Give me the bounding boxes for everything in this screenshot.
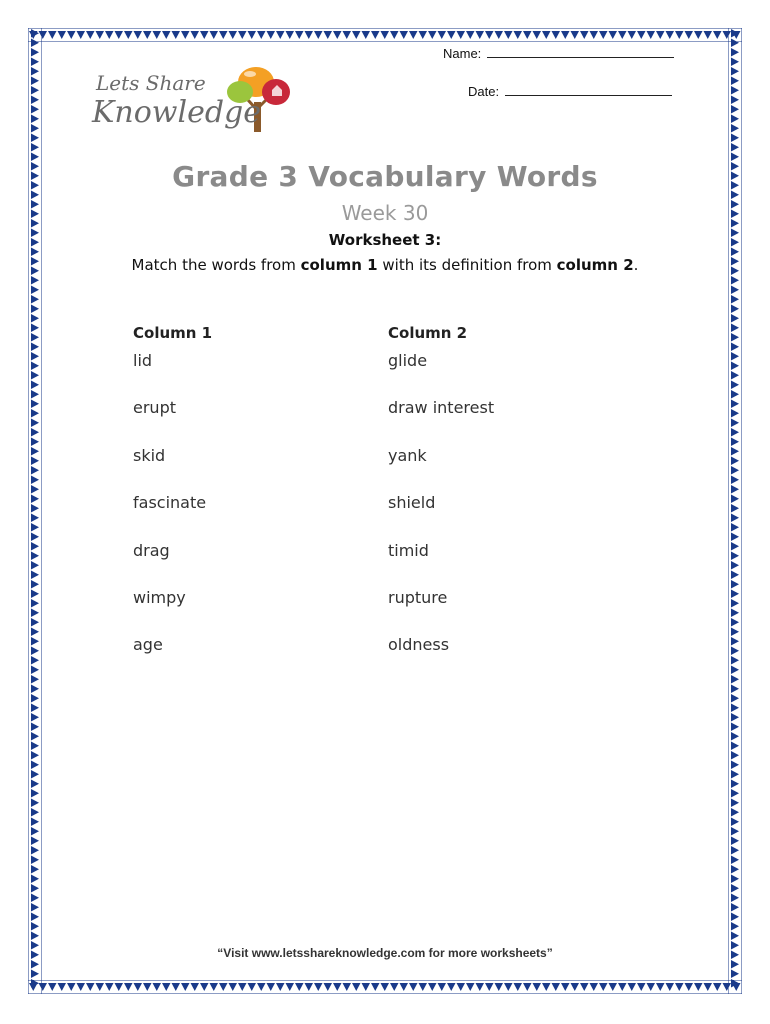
instructions-column2: column 2 — [556, 256, 634, 274]
column2-header: Column 2 — [388, 324, 468, 342]
name-field[interactable] — [443, 45, 674, 61]
instructions-column1: column 1 — [300, 256, 378, 274]
page-border-top — [28, 28, 742, 42]
date-label: Date: — [468, 84, 500, 99]
page-border-bottom — [28, 980, 742, 994]
column1-header: Column 1 — [133, 324, 213, 342]
column2-word[interactable]: yank — [388, 445, 427, 465]
column2-word[interactable]: draw interest — [388, 398, 495, 418]
date-blank-line[interactable] — [505, 83, 672, 96]
instructions-part1: Match the words from — [131, 256, 301, 274]
name-label: Name: — [443, 46, 482, 61]
column2-word[interactable]: timid — [388, 540, 429, 560]
column2-word[interactable]: rupture — [388, 587, 448, 607]
column1-word[interactable]: wimpy — [133, 587, 186, 607]
column1-word[interactable]: erupt — [133, 398, 176, 418]
column2-word[interactable]: shield — [388, 493, 436, 513]
column1-word[interactable]: skid — [133, 445, 166, 465]
column1-word[interactable]: age — [133, 635, 163, 655]
lets-share-knowledge-logo — [90, 60, 300, 135]
page-title: Grade 3 Vocabulary Words — [172, 160, 598, 193]
instructions — [0, 256, 770, 274]
column1-word[interactable]: drag — [133, 540, 170, 560]
worksheet-label: Worksheet 3: — [328, 231, 442, 249]
date-field[interactable] — [468, 83, 672, 99]
column1-word[interactable]: lid — [133, 351, 153, 370]
name-blank-line[interactable] — [487, 45, 674, 58]
footer-note: “Visit www.letsshareknowledge.com for more worksheets” — [217, 946, 553, 960]
week-label: Week 30 — [341, 201, 429, 225]
column2-word-list — [388, 350, 494, 682]
column1-word-list — [133, 350, 206, 682]
column2-word[interactable]: oldness — [388, 635, 450, 655]
logo-text-line1: Lets Share — [96, 71, 206, 95]
column2-word[interactable]: glide — [388, 351, 428, 370]
instructions-part2: with its definition from — [377, 256, 557, 274]
column1-word[interactable]: fascinate — [133, 493, 207, 513]
logo-text-line2: Knowledge — [92, 95, 261, 130]
instructions-part3: . — [633, 256, 639, 274]
